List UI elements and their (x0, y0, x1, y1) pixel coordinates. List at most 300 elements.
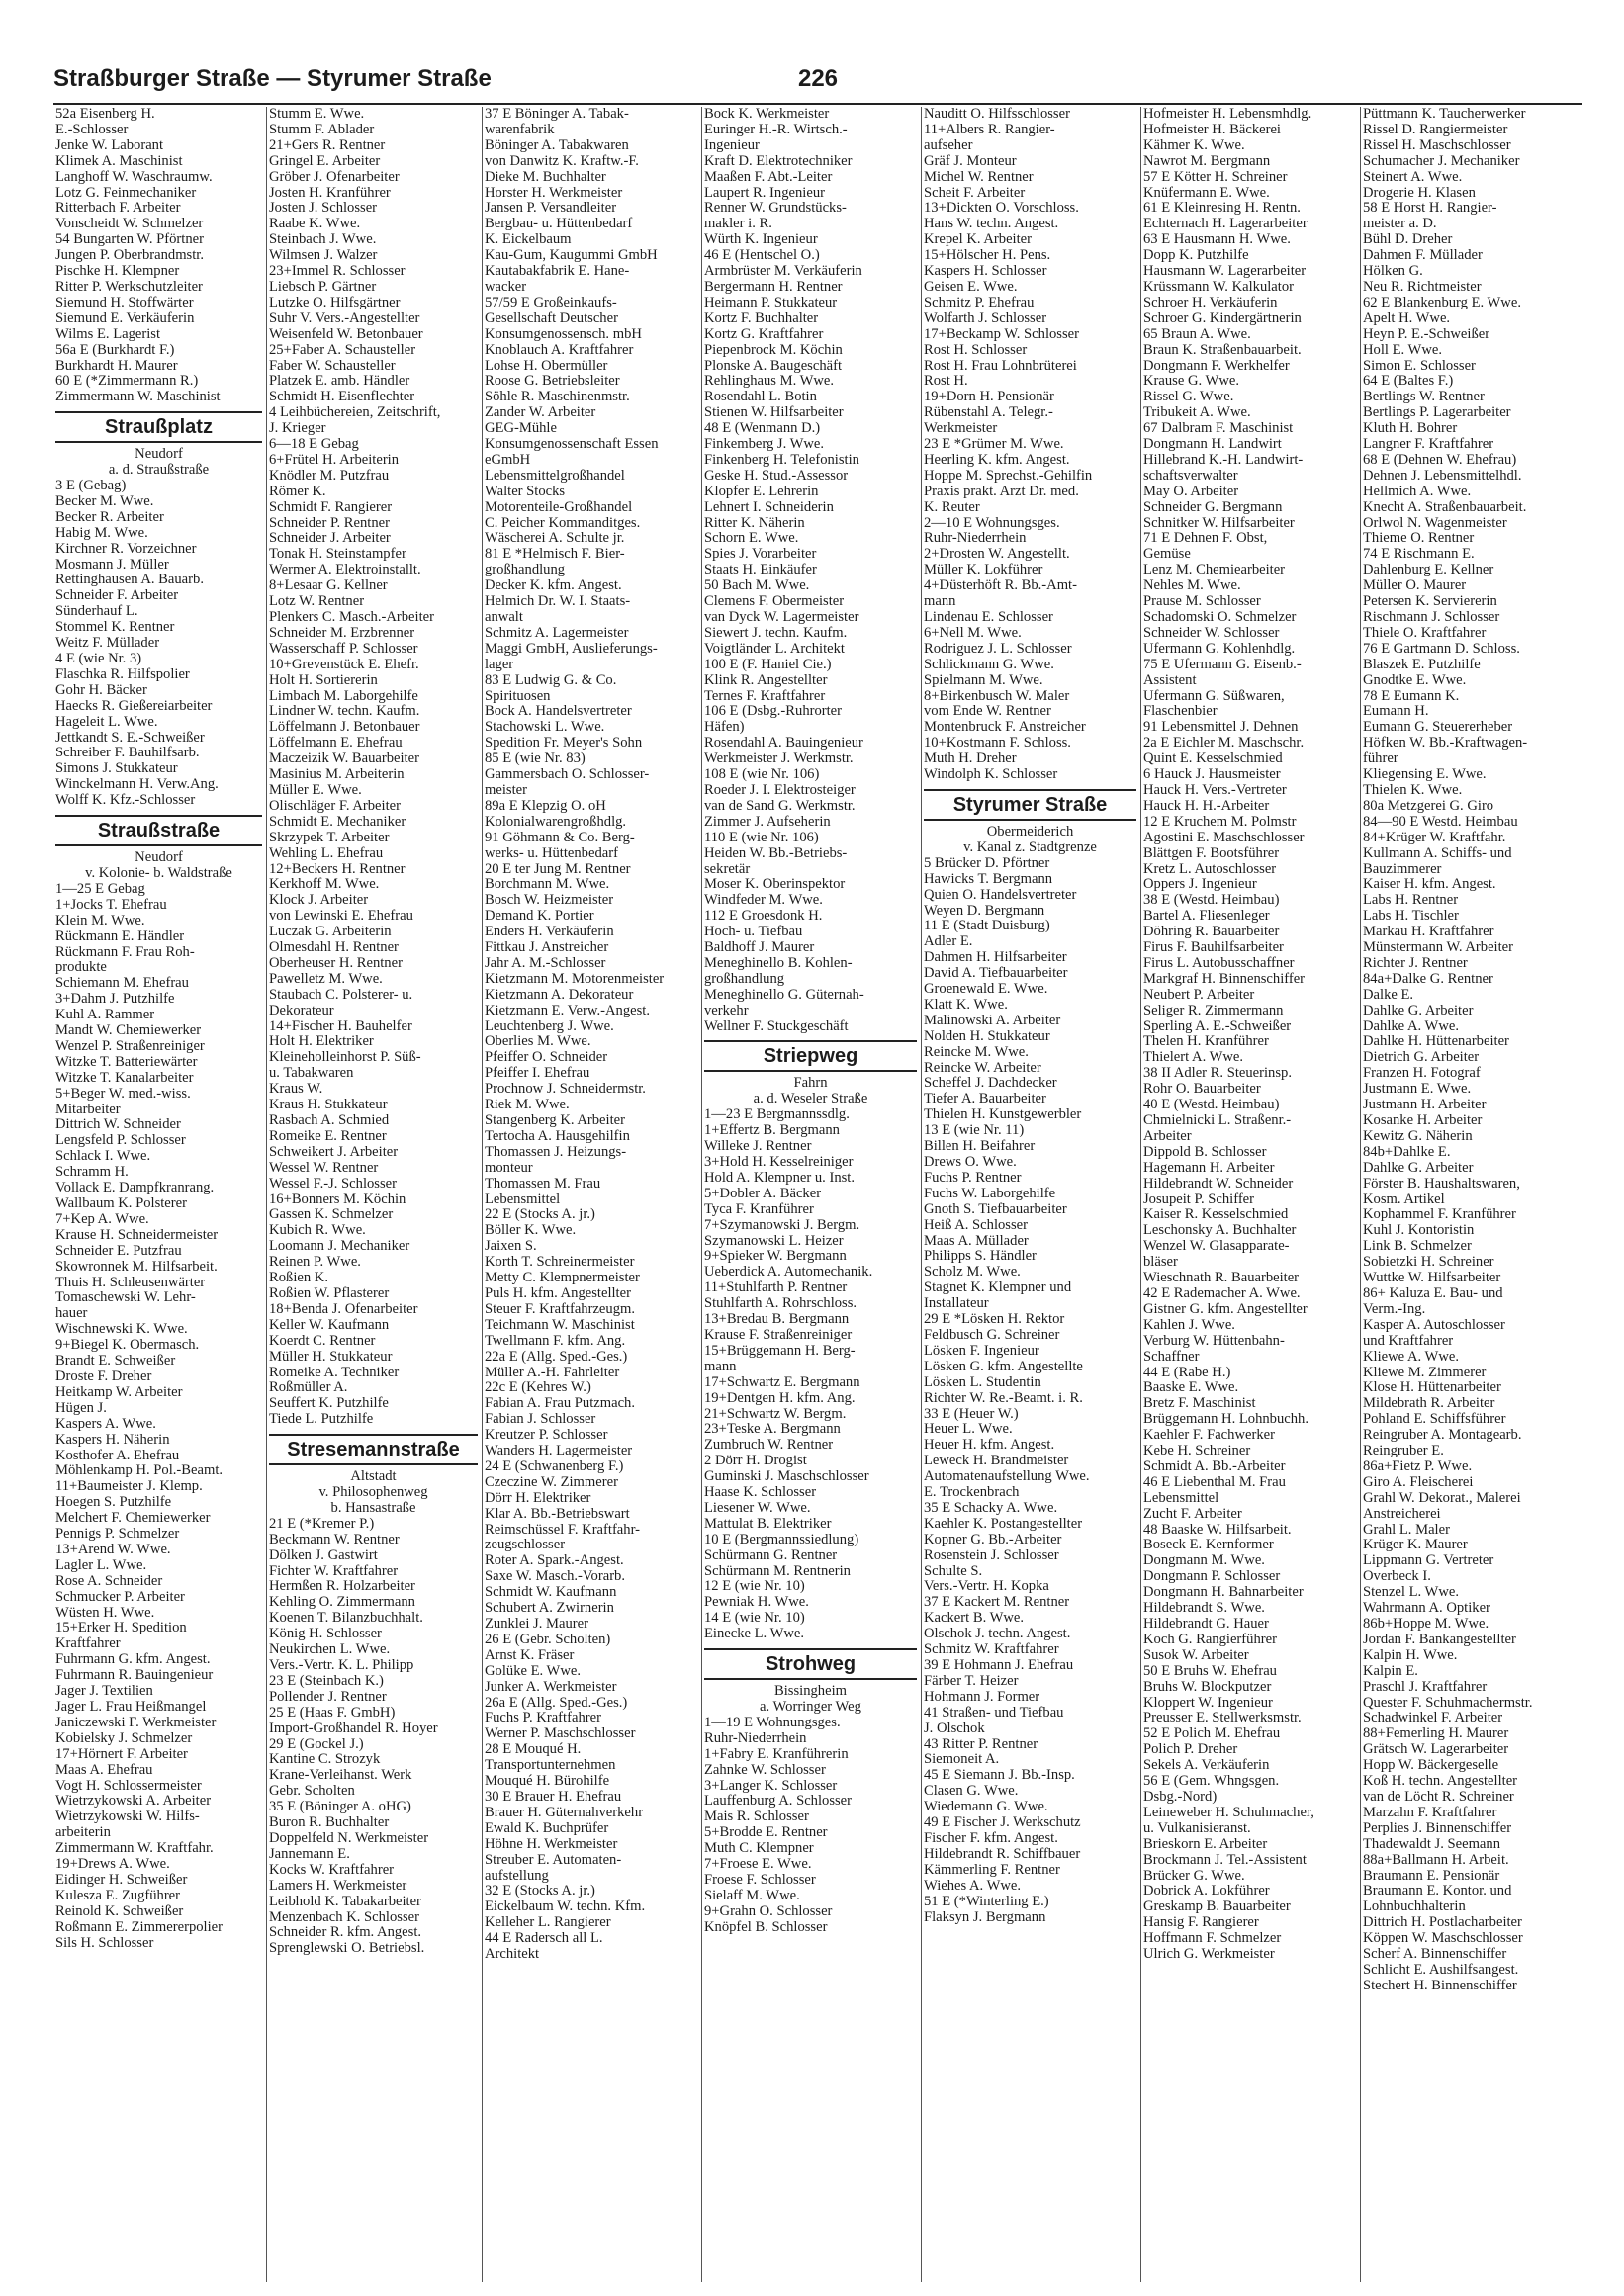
directory-entry: Löffelmann J. Betonbauer (269, 720, 420, 736)
directory-entry: Färber T. Heizer (924, 1673, 1019, 1689)
directory-entry: Franzen H. Fotograf (1363, 1066, 1481, 1082)
directory-entry: Werner P. Maschschlosser (485, 1726, 636, 1742)
directory-entry: Kraus W. (269, 1082, 323, 1098)
directory-entry: Scherf A. Binnenschiffer (1363, 1947, 1507, 1963)
directory-entry: Kubich R. Wwe. (269, 1223, 366, 1239)
directory-entry: 11 E (Stadt Duisburg) (924, 919, 1050, 934)
directory-entry: meister (485, 782, 527, 798)
directory-entry: 50 E Bruhs W. Ehefrau (1143, 1663, 1277, 1679)
directory-entry: Voigtländer L. Architekt (704, 641, 845, 657)
column-2 (267, 107, 483, 2282)
directory-entry: u. Vulkanisieranst. (1143, 1820, 1251, 1836)
directory-entry: Roose G. Betriebsleiter (485, 374, 620, 390)
directory-entry: Dsbg.-Nord) (1143, 1789, 1218, 1805)
directory-entry: Stumm E. Wwe. (269, 107, 365, 122)
directory-entry: Weisenfeld W. Betonbauer (269, 326, 423, 342)
directory-entry: 29 E *Lösken H. Rektor (924, 1312, 1065, 1328)
directory-entry: Blättgen F. Bootsführer (1143, 845, 1280, 861)
directory-entry: Hildebrandt S. Wwe. (1143, 1601, 1265, 1617)
directory-entry: 10 E (Bergmannssiedlung) (704, 1532, 859, 1547)
directory-entry: Ritterbach F. Arbeiter (55, 201, 181, 217)
directory-entry: Vers.-Vertr. H. Kopka (924, 1579, 1049, 1595)
directory-entry: Pfeiffer I. Ehefrau (485, 1066, 590, 1082)
directory-entry: Thelen H. Kranführer (1143, 1034, 1269, 1050)
directory-entry: Hermßen R. Holzarbeiter (269, 1579, 415, 1595)
directory-entry: Leschonsky A. Buchhalter (1143, 1223, 1297, 1239)
directory-entry: 5+Brodde E. Rentner (704, 1825, 828, 1841)
directory-entry: Kliegensing E. Wwe. (1363, 767, 1487, 783)
directory-entry: Mitarbeiter (55, 1102, 121, 1117)
directory-entry: Brüggemann H. Lohnbuchh. (1143, 1412, 1308, 1428)
directory-entry: Kalpin H. Wwe. (1363, 1647, 1458, 1663)
directory-entry: Dongmann M. Wwe. (1143, 1553, 1265, 1569)
directory-entry: Kraft D. Elektrotechniker (704, 153, 853, 169)
directory-entry: Schmidt E. Mechaniker (269, 814, 406, 830)
directory-entry: Hillebrand K.-H. Landwirt- (1143, 452, 1304, 468)
directory-entry: Knüfermann E. Wwe. (1143, 185, 1270, 201)
directory-entry: Plenkers C. Masch.-Arbeiter (269, 610, 434, 625)
directory-entry: 78 E Eumann K. (1363, 688, 1460, 704)
directory-entry: 11+Baumeister J. Klemp. (55, 1479, 203, 1495)
directory-entry: Leineweber H. Schuhmacher, (1143, 1805, 1314, 1820)
directory-entry: Lebensmittel (485, 1192, 561, 1207)
directory-entry: Lotz G. Feinmechaniker (55, 185, 197, 201)
directory-entry: Wermer A. Elektroinstallt. (269, 563, 421, 578)
directory-entry: 7+Froese E. Wwe. (704, 1857, 812, 1873)
directory-entry: Sperling A. E.-Schweißer (1143, 1018, 1292, 1034)
directory-entry: Krause F. Straßenreiniger (704, 1327, 853, 1343)
directory-entry: 8+Lesaar G. Kellner (269, 578, 388, 594)
directory-entry: Einecke L. Wwe. (704, 1627, 805, 1642)
directory-entry: Menzenbach K. Schlosser (269, 1909, 419, 1925)
directory-entry: Kaspers H. Schlosser (924, 264, 1047, 280)
directory-entry: führer (1363, 751, 1398, 767)
directory-entry: Klopfer E. Lehrerin (704, 484, 819, 499)
directory-entry: Jannemann E. (269, 1846, 350, 1862)
directory-entry: 108 E (wie Nr. 106) (704, 767, 820, 783)
directory-entry: 1—25 E Gebag (55, 881, 145, 897)
directory-entry: Hoffmann F. Schmelzer (1143, 1931, 1282, 1947)
directory-entry: 23+Teske A. Bergmann (704, 1422, 841, 1438)
directory-entry: Geisen E. Wwe. (924, 279, 1018, 295)
columns-area (53, 107, 1582, 2282)
directory-entry: Richter J. Rentner (1363, 955, 1468, 971)
directory-entry: 17+Hörnert F. Arbeiter (55, 1746, 188, 1762)
directory-entry: Wasserschaff P. Schlosser (269, 641, 418, 657)
directory-entry: Wuttke W. Hilfsarbeiter (1363, 1271, 1501, 1286)
directory-entry: Hageleit L. Wwe. (55, 714, 158, 730)
directory-entry: Konsumgenossensch. mbH (485, 326, 642, 342)
directory-entry: Josupeit P. Schiffer (1143, 1192, 1255, 1207)
directory-entry: Scheit F. Arbeiter (924, 185, 1026, 201)
directory-entry: Kosanke H. Arbeiter (1363, 1113, 1483, 1128)
directory-entry: Kraftfahrer (55, 1636, 121, 1652)
directory-entry: 51 E (*Winterling E.) (924, 1894, 1049, 1909)
directory-entry: Junker A. Werkmeister (485, 1679, 617, 1695)
directory-entry: Wietrzykowski W. Hilfs- (55, 1810, 200, 1825)
directory-entry: Suhr V. Vers.-Angestellter (269, 310, 420, 326)
directory-entry: Tiede L. Putzhilfe (269, 1412, 374, 1428)
directory-entry: Ufermann G. Süßwaren, (1143, 688, 1285, 704)
directory-entry: 71 E Dehnen F. Obst, (1143, 531, 1268, 547)
directory-entry: Marzahn F. Kraftfahrer (1363, 1805, 1497, 1820)
directory-entry: 54 Bungarten W. Pförtner (55, 232, 204, 248)
directory-entry: Markau H. Kraftfahrer (1363, 925, 1494, 940)
directory-entry: Kahlen J. Wwe. (1143, 1317, 1235, 1333)
directory-entry: von Lewinski E. Ehefrau (269, 909, 413, 925)
directory-entry: Reinold K. Schweißer (55, 1903, 184, 1919)
directory-entry: Schneider J. Arbeiter (269, 531, 391, 547)
directory-entry: Meneghinello B. Kohlen- (704, 955, 853, 971)
directory-entry: Hopp W. Bäckergeselle (1363, 1758, 1499, 1774)
directory-entry: 22a E (Allg. Sped.-Ges.) (485, 1349, 628, 1365)
directory-entry: Haecks R. Gießereiarbeiter (55, 698, 213, 714)
directory-entry: Ritter P. Werkschutzleiter (55, 279, 203, 295)
directory-entry: Pischke H. Klempner (55, 264, 180, 280)
directory-entry: 18+Benda J. Ofenarbeiter (269, 1301, 418, 1317)
directory-entry: Firus F. Bauhilfsarbeiter (1143, 940, 1284, 956)
directory-entry: 38 II Adler R. Steuerinsp. (1143, 1066, 1292, 1082)
directory-entry: Architekt (485, 1947, 540, 1963)
directory-entry: Böninger A. Tabakwaren (485, 137, 629, 153)
directory-entry: produkte (55, 960, 107, 976)
directory-entry: Müller E. Wwe. (269, 782, 362, 798)
directory-entry: Thielen K. Wwe. (1363, 782, 1463, 798)
directory-entry: Armbrüster M. Verkäuferin (704, 264, 862, 280)
directory-entry: Limbach M. Laborgehilfe (269, 688, 418, 704)
directory-entry: Holt H. Sortiererin (269, 672, 378, 688)
directory-entry: Lamers H. Werkmeister (269, 1878, 407, 1894)
street-heading: Stresemannstraße (269, 1434, 478, 1465)
directory-entry: 28 E Mouqué H. (485, 1742, 582, 1758)
directory-entry: 12 E (wie Nr. 10) (704, 1579, 805, 1595)
directory-entry: Dalke E. (1363, 987, 1414, 1003)
directory-entry: Muth H. Dreher (924, 751, 1017, 767)
directory-entry: 22c E (Kehres W.) (485, 1380, 591, 1396)
directory-entry: 14+Fischer H. Bauhelfer (269, 1018, 412, 1034)
directory-entry: vom Ende W. Rentner (924, 704, 1051, 720)
directory-entry: Brauer H. Güternahverkehr (485, 1805, 644, 1820)
directory-entry: Mandt W. Chemiewerker (55, 1023, 202, 1039)
directory-entry: Kähmer K. Wwe. (1143, 137, 1245, 153)
directory-entry: Zunklei J. Maurer (485, 1617, 588, 1632)
directory-entry: 45 E Siemann J. Bb.-Insp. (924, 1768, 1075, 1784)
directory-entry: Streuber E. Automaten- (485, 1852, 622, 1868)
directory-entry: Faber W. Schausteller (269, 358, 396, 374)
directory-entry: Fuchs P. Rentner (924, 1170, 1022, 1186)
directory-entry: 42 E Rademacher A. Wwe. (1143, 1285, 1301, 1301)
directory-entry: Krane-Verleihanst. Werk (269, 1768, 412, 1784)
directory-entry: Müller H. Stukkateur (269, 1349, 393, 1365)
directory-entry: Staubach C. Polsterer- u. (269, 987, 413, 1003)
directory-entry: Krause H. Schneidermeister (55, 1227, 219, 1243)
directory-entry: Jungen P. Oberbrandmstr. (55, 248, 204, 264)
directory-entry: Gassen K. Schmelzer (269, 1207, 394, 1223)
directory-entry: Bergermann H. Rentner (704, 279, 843, 295)
directory-entry: 39 E Hohmann J. Ehefrau (924, 1658, 1074, 1673)
directory-entry: Müller O. Maurer (1363, 578, 1467, 594)
directory-entry: Grahl L. Maler (1363, 1522, 1450, 1538)
directory-entry: Lösken F. Ingenieur (924, 1343, 1039, 1359)
directory-entry: Stagnet K. Klempner und (924, 1280, 1072, 1296)
directory-entry: Wessel W. Rentner (269, 1160, 379, 1176)
directory-entry: Krause G. Wwe. (1143, 374, 1239, 390)
directory-entry: Braun K. Straßenbauarbeit. (1143, 342, 1302, 358)
directory-entry: Möhlenkamp H. Pol.-Beamt. (55, 1463, 224, 1479)
directory-entry: Roßien W. Pflasterer (269, 1285, 390, 1301)
directory-entry: Kautabakfabrik E. Hane- (485, 264, 630, 280)
directory-entry: Ingenieur (704, 137, 760, 153)
directory-entry: Löffelmann E. Ehefrau (269, 736, 403, 751)
directory-entry: Mattulat B. Elektriker (704, 1516, 832, 1532)
directory-entry: Eumann H. (1363, 704, 1429, 720)
directory-entry: Wellner F. Stuckgeschäft (704, 1018, 849, 1034)
directory-entry: Justmann E. Wwe. (1363, 1082, 1472, 1098)
directory-entry: 37 E Böninger A. Tabak- (485, 107, 629, 122)
directory-entry: Michel W. Rentner (924, 169, 1034, 185)
directory-entry: Lippmann G. Vertreter (1363, 1553, 1494, 1569)
directory-entry: Werkmeister (924, 421, 998, 437)
directory-entry: Wieschnath R. Bauarbeiter (1143, 1271, 1300, 1286)
directory-entry: Tertocha A. Hausgehilfin (485, 1128, 630, 1144)
directory-entry: Buron R. Buchhalter (269, 1815, 390, 1831)
directory-entry: Lenz M. Chemiearbeiter (1143, 563, 1286, 578)
directory-entry: Pohland E. Schiffsführer (1363, 1412, 1506, 1428)
directory-entry: Teichmann W. Maschinist (485, 1317, 635, 1333)
directory-entry: Böller K. Wwe. (485, 1223, 577, 1239)
directory-entry: 61 E Kleinresing H. Rentn. (1143, 201, 1301, 217)
directory-entry: Spielmann M. Wwe. (924, 672, 1043, 688)
district-caption: Bissingheim (774, 1683, 847, 1700)
district-caption: b. Hansastraße (330, 1499, 416, 1516)
directory-entry: Rehlinghaus M. Wwe. (704, 374, 835, 390)
directory-entry: bläser (1143, 1255, 1178, 1271)
directory-entry: Lehnert I. Schneiderin (704, 499, 834, 515)
directory-entry: 9+Spieker W. Bergmann (704, 1249, 847, 1265)
directory-entry: Jaixen S. (485, 1239, 537, 1255)
directory-entry: Rost H. Schlosser (924, 342, 1028, 358)
column-5 (922, 107, 1141, 2282)
directory-entry: Knecht A. Straßenbauarbeit. (1363, 499, 1527, 515)
directory-entry: Gemüse (1143, 547, 1191, 563)
directory-entry: Kaspers H. Näherin (55, 1432, 170, 1448)
directory-entry: Olschok J. techn. Angest. (924, 1627, 1071, 1642)
directory-entry: 14 E (wie Nr. 10) (704, 1611, 805, 1627)
directory-entry: Meneghinello G. Güternah- (704, 987, 864, 1003)
directory-entry: Loomann J. Mechaniker (269, 1239, 410, 1255)
directory-entry: Groenewald E. Wwe. (924, 982, 1048, 998)
directory-entry: 88a+Ballmann H. Arbeit. (1363, 1852, 1509, 1868)
directory-entry: Scholz M. Wwe. (924, 1265, 1021, 1280)
directory-entry: 35 E (Böninger A. oHG) (269, 1800, 411, 1815)
directory-entry: 112 E Groesdonk H. (704, 909, 823, 925)
directory-entry: Dongmann H. Bahnarbeiter (1143, 1585, 1304, 1601)
directory-entry: Schneider P. Rentner (269, 515, 390, 531)
directory-entry: Zimmermann W. Maschinist (55, 390, 221, 405)
directory-entry: Automatenaufstellung Wwe. (924, 1469, 1090, 1485)
directory-entry: 2a E Eichler M. Maschschr. (1143, 736, 1305, 751)
directory-entry: Hansig F. Rangierer (1143, 1915, 1259, 1931)
directory-entry: Schneider W. Schlosser (1143, 625, 1280, 641)
directory-entry: 23 E *Grümer M. Wwe. (924, 437, 1064, 453)
directory-entry: großhandlung (485, 563, 566, 578)
directory-entry: Eickelbaum W. techn. Kfm. (485, 1899, 646, 1915)
directory-entry: Bock K. Werkmeister (704, 107, 830, 122)
directory-entry: 16+Bonners M. Köchin (269, 1192, 406, 1207)
directory-entry: Klose H. Hüttenarbeiter (1363, 1380, 1501, 1396)
directory-entry: Kuhl A. Rammer (55, 1008, 155, 1023)
directory-entry: Haase K. Schlosser (704, 1485, 817, 1501)
directory-entry: Schreiber F. Bauhilfsarb. (55, 746, 200, 761)
directory-entry: Habig M. Wwe. (55, 525, 148, 541)
directory-entry: 15+Erker H. Spedition (55, 1621, 187, 1636)
directory-entry: Fittkau J. Anstreicher (485, 940, 609, 956)
directory-entry: Hoppe M. Sprechst.-Gehilfin (924, 468, 1093, 484)
directory-entry: Rohr O. Bauarbeiter (1143, 1082, 1261, 1098)
directory-entry: 6—18 E Gebag (269, 437, 359, 453)
directory-entry: 19+Drews A. Wwe. (55, 1857, 170, 1873)
directory-entry: Zahnke W. Schlosser (704, 1762, 826, 1778)
directory-entry: Bertlings P. Lagerarbeiter (1363, 405, 1511, 421)
directory-entry: Helmich Dr. W. I. Staats- (485, 594, 631, 610)
directory-entry: Dahmen H. Hilfsarbeiter (924, 950, 1067, 966)
directory-entry: Schadomski O. Schmelzer (1143, 610, 1297, 625)
directory-entry: Wilms E. Lagerist (55, 326, 161, 342)
column-7 (1361, 107, 1582, 2282)
directory-entry: Kewitz G. Näherin (1363, 1128, 1473, 1144)
directory-entry: Nolden H. Stukkateur (924, 1028, 1050, 1044)
directory-entry: Dahlke A. Wwe. (1363, 1018, 1459, 1034)
directory-entry: Gistner G. kfm. Angestellter (1143, 1301, 1308, 1317)
directory-entry: Geske H. Stud.-Assessor (704, 468, 849, 484)
directory-entry: Lebensmittel (1143, 1490, 1219, 1506)
directory-entry: Finkemberg J. Wwe. (704, 437, 825, 453)
directory-entry: Dörr H. Elektriker (485, 1490, 591, 1506)
directory-entry: 17+Schwartz E. Bergmann (704, 1374, 860, 1390)
directory-entry: verkehr (704, 1003, 749, 1018)
directory-entry: 106 E (Dsbg.-Ruhrorter (704, 704, 843, 720)
directory-entry: Sobietzki H. Schreiner (1363, 1255, 1494, 1271)
directory-entry: Wanders H. Lagermeister (485, 1444, 633, 1459)
directory-entry: Perplies J. Binnenschiffer (1363, 1820, 1512, 1836)
directory-entry: Saxe W. Masch.-Vorarb. (485, 1569, 625, 1585)
directory-entry: Echternach H. Lagerarbeiter (1143, 217, 1308, 232)
directory-entry: 26 E (Gebr. Scholten) (485, 1632, 611, 1647)
directory-entry: Baldhoff J. Maurer (704, 940, 815, 956)
directory-entry: Schürmann M. Rentnerin (704, 1563, 851, 1579)
directory-entry: Zimmermann W. Kraftfahr. (55, 1841, 214, 1857)
directory-entry: 86b+Hoppe M. Wwe. (1363, 1617, 1489, 1632)
directory-entry: Schneider E. Putzfrau (55, 1243, 182, 1259)
directory-entry: Drews O. Wwe. (924, 1155, 1017, 1170)
directory-entry: Heiden W. Bb.-Betriebs- (704, 845, 848, 861)
directory-entry: Jansen P. Versandleiter (485, 201, 617, 217)
directory-entry: Kretz L. Autoschlosser (1143, 861, 1277, 877)
directory-entry: 74 E Rischmann E. (1363, 547, 1475, 563)
directory-entry: Köppen W. Maschschlosser (1363, 1931, 1523, 1947)
directory-entry: Schmidt W. Kaufmann (485, 1585, 617, 1601)
directory-entry: Hofmeister H. Lebensmhdlg. (1143, 107, 1312, 122)
directory-entry: Vonscheidt W. Schmelzer (55, 217, 204, 232)
directory-entry: Mais R. Schlosser (704, 1810, 809, 1825)
directory-entry: Riek M. Wwe. (485, 1098, 570, 1113)
directory-entry: 9+Biegel K. Obermasch. (55, 1338, 200, 1354)
directory-entry: Dekorateur (269, 1003, 334, 1018)
directory-entry: K. Reuter (924, 499, 980, 515)
directory-entry: Oberlies M. Wwe. (485, 1034, 591, 1050)
directory-entry: Mildebrath R. Arbeiter (1363, 1396, 1495, 1412)
directory-entry: warenfabrik (485, 122, 555, 137)
directory-entry: Verm.-Ing. (1363, 1301, 1426, 1317)
district-caption: Neudorf (135, 849, 183, 866)
directory-entry: 38 E (Westd. Heimbau) (1143, 893, 1280, 909)
directory-entry: Jager J. Textilien (55, 1684, 153, 1700)
directory-entry: Klink R. Angestellter (704, 672, 828, 688)
directory-entry: Sünderhauf L. (55, 604, 138, 620)
directory-entry: Lutzke O. Hilfsgärtner (269, 295, 401, 310)
directory-entry: Hölken G. (1363, 264, 1423, 280)
directory-entry: Maas A. Ehefrau (55, 1762, 153, 1778)
directory-entry: 6 Hauck J. Hausmeister (1143, 767, 1281, 783)
directory-entry: 8+Birkenbusch W. Maler (924, 688, 1070, 704)
directory-entry: 12+Beckers H. Rentner (269, 861, 406, 877)
directory-entry: Blaszek E. Putzhilfe (1363, 657, 1481, 672)
directory-entry: Montenbruck F. Anstreicher (924, 720, 1086, 736)
directory-entry: Jahr A. M.-Schlosser (485, 955, 606, 971)
directory-entry: Koenen T. Bilanzbuchhalt. (269, 1611, 423, 1627)
directory-entry: Raabe K. Wwe. (269, 217, 361, 232)
directory-entry: Kau-Gum, Kaugummi GmbH (485, 248, 658, 264)
directory-entry: 89a E Klepzig O. oH (485, 798, 606, 814)
directory-entry: 5 Brücker D. Pförtner (924, 855, 1050, 871)
directory-entry: Anstreicherei (1363, 1506, 1441, 1522)
directory-entry: Flaksyn J. Bergmann (924, 1909, 1046, 1925)
directory-entry: Brandt E. Schweißer (55, 1354, 176, 1369)
directory-entry: Roßmüller A. (269, 1380, 348, 1396)
directory-entry: GEG-Mühle (485, 421, 557, 437)
directory-entry: Masinius M. Arbeiterin (269, 767, 405, 783)
directory-entry: Dittrich W. Schneider (55, 1117, 181, 1133)
directory-entry: Holl E. Wwe. (1363, 342, 1442, 358)
directory-entry: aufstellung (485, 1868, 549, 1884)
directory-entry: 49 E Fischer J. Werkschutz (924, 1815, 1081, 1831)
directory-entry: Gräf J. Monteur (924, 153, 1017, 169)
directory-entry: Höhne H. Werkmeister (485, 1836, 618, 1852)
directory-entry: Siewert J. techn. Kaufm. (704, 625, 848, 641)
directory-entry: Schramm H. (55, 1165, 129, 1181)
directory-entry: Apelt H. Wwe. (1363, 310, 1451, 326)
directory-entry: Bretz F. Maschinist (1143, 1396, 1256, 1412)
directory-entry: 25+Faber A. Schausteller (269, 342, 416, 358)
directory-entry: Quint E. Kesselschmied (1143, 751, 1283, 767)
directory-entry: Höfken W. Bb.-Kraftwagen- (1363, 736, 1528, 751)
directory-entry: Rissel H. Maschschlosser (1363, 137, 1511, 153)
directory-entry: Adler E. (924, 934, 973, 950)
directory-entry: 58 E Horst H. Rangier- (1363, 201, 1497, 217)
directory-entry: Kaehler K. Postangestellter (924, 1516, 1083, 1532)
directory-entry: Grätsch W. Lagerarbeiter (1363, 1742, 1509, 1758)
directory-entry: 91 Lebensmittel J. Dehnen (1143, 720, 1299, 736)
directory-entry: Heiß A. Schlosser (924, 1217, 1028, 1233)
directory-entry: 46 E (Hentschel O.) (704, 248, 820, 264)
directory-entry: arbeiterin (55, 1825, 111, 1841)
directory-entry: Grahl W. Dekorat., Malerei (1363, 1490, 1521, 1506)
directory-entry: Kopner G. Bb.-Arbeiter (924, 1532, 1062, 1547)
directory-entry: Simons J. Stukkateur (55, 761, 178, 777)
directory-entry: Schulte S. (924, 1563, 983, 1579)
directory-entry: Schweikert J. Arbeiter (269, 1144, 399, 1160)
directory-entry: Becker R. Arbeiter (55, 509, 164, 525)
